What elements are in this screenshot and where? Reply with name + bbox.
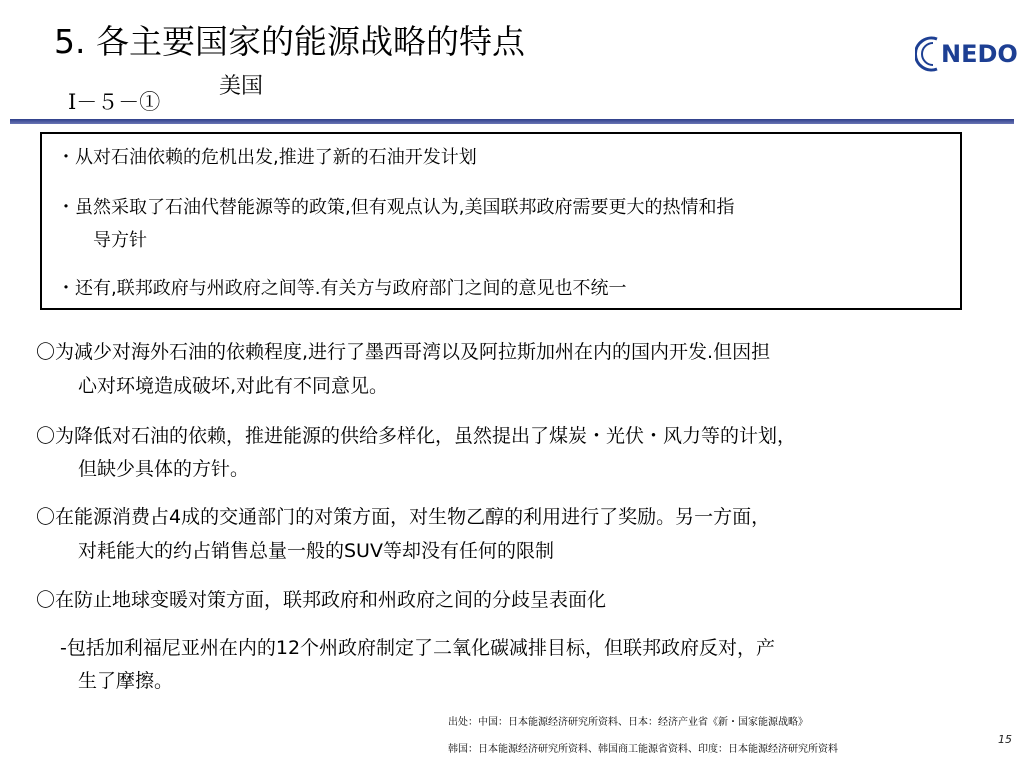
page-number: 15 (998, 733, 1012, 746)
section-country: 美国 (219, 74, 264, 99)
summary-line: ・还有,联邦政府与州政府之间等.有关方与政府部门之间的意见也不统一 (57, 278, 627, 299)
bullet-paragraph: 〇在防止地球变暖对策方面，联邦政府和州政府之间的分歧呈表面化 (36, 589, 607, 611)
summary-line: ・虽然采取了石油代替能源等的政策,但有观点认为,美国联邦政府需要更大的热情和指 (57, 197, 735, 218)
section-code: Ⅰ－５－① (68, 90, 161, 114)
logo-text: NEDO (941, 40, 1018, 68)
source-footnote: 韩国：日本能源经济研究所资料、韩国商工能源省资料、印度：日本能源经济研究所资料 (448, 744, 838, 755)
bullet-paragraph: 〇在能源消费占4成的交通部门的对策方面，对生物乙醇的利用进行了奖励。另一方面， (36, 506, 771, 528)
page-title: 5. 各主要国家的能源战略的特点 (54, 22, 525, 61)
header-divider (10, 119, 1014, 124)
sub-bullet-paragraph: -包括加利福尼亚州在内的12个州政府制定了二氧化碳减排目标，但联邦政府反对，产 (60, 637, 776, 659)
bullet-paragraph: 但缺少具体的方针。 (78, 458, 250, 480)
bullet-paragraph: 心对环境造成破坏,对此有不同意见。 (78, 375, 389, 397)
nedo-logo (915, 33, 1018, 75)
bullet-paragraph: 〇为减少对海外石油的依赖程度,进行了墨西哥湾以及阿拉斯加州在内的国内开发.但因担 (36, 341, 771, 363)
summary-line: 导方针 (93, 230, 147, 251)
bullet-paragraph: 〇为降低对石油的依赖，推进能源的供给多样化，虽然提出了煤炭・光伏・风力等的计划， (36, 425, 797, 447)
bullet-paragraph: 对耗能大的约占销售总量一般的SUV等却没有任何的限制 (78, 540, 554, 562)
summary-line: ・从对石油依赖的危机出发,推进了新的石油开发计划 (57, 147, 477, 168)
sub-bullet-paragraph: 生了摩擦。 (78, 670, 174, 692)
source-footnote: 出处：中国：日本能源经济研究所资料、日本：经济产业省《新・国家能源战略》 (448, 717, 808, 728)
